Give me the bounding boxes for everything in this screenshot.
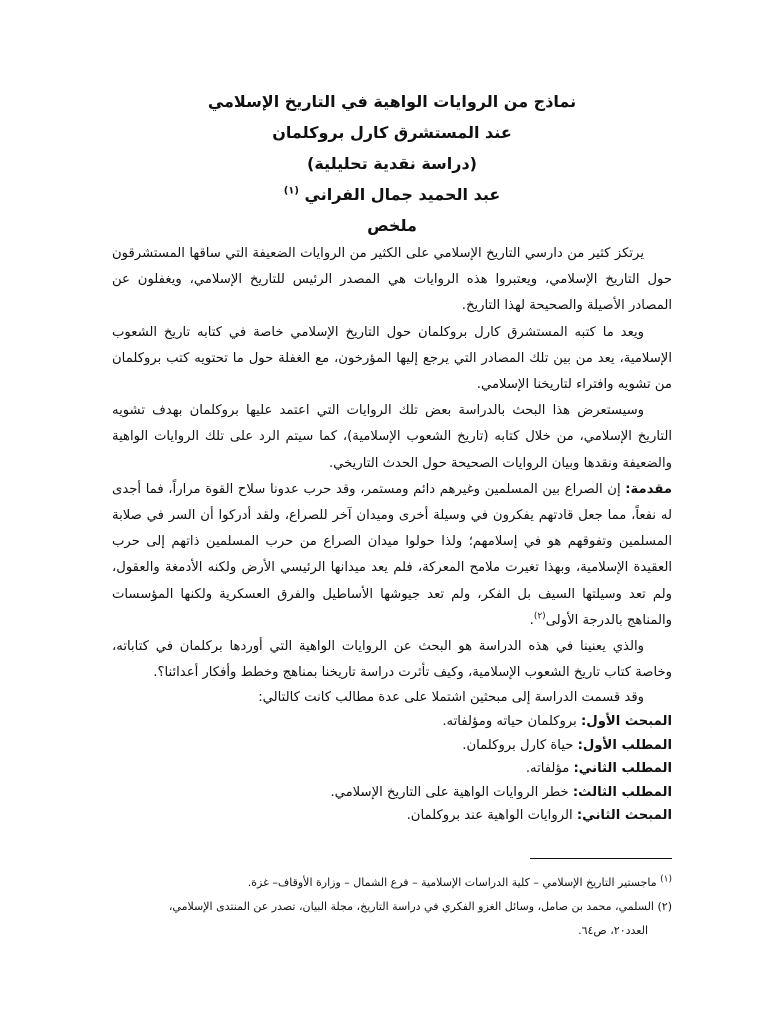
intro-label: مقدمة: [625,481,672,497]
outline-item-1-text: بروكلمان حياته ومؤلفاته. [442,714,581,730]
footnote-2-continuation: العدد٢٠، ص٦٤. [578,924,648,937]
abstract-paragraph-3: وسيستعرض هذا البحث بالدراسة بعض تلك الروايات التي اعتمد عليها بروكلمان بهدف تشويه التاريخ الإسلامي، من خلال كتابه (تاريخ الشعوب الإسلامية)، كما سيتم الرد على تلك الروايات الواهية والضعيفة ونقدها وبيان الروايات الصحيحة حول الحدث التاريخي. [112,403,672,471]
intro-text-1: إن الصراع بين المسلمين وغيرهم دائم ومستمر، وقد حرب عدونا سلاح القوة مراراً، فما أجدى له نفعاً، مما جعل قادتهم يفكرون في وسيلة أخرى وميدان آخر للصراع، ولقد أدركوا أن السر في صلابة المسلمين وتفوقهم هو في إسلامهم؛ ولذا حولوا ميدان الصراع من حرب المسلمين ذاتهم إلى حرب العقيدة الإسلامية، وبهذا تغيرت ملامح المعركة، فلم يعد ميدانها الرئيسي الأرض ولكنه الأدمغة والعقول، ولم تعد وسيلتها السيف بل الفكر، ولم تعد جيوشها الأساطيل والفرق العسكرية ولكنها المؤسسات والمناهج بالدرجة الأولى [112,481,672,628]
outline-item-4-text: خطر الروايات الواهية على التاريخ الإسلامي. [330,784,573,800]
outline-item-5-text: الروايات الواهية عند بروكلمان. [406,808,577,824]
outline-item-5 [112,804,672,828]
outline-item-4-label: المطلب الثالث: [572,784,672,800]
title-line-3: (دراسة نقدية تحليلية) [307,154,477,173]
outline-item-3-text: مؤلفاته. [525,761,574,777]
footnote-2-text: السلمي، محمد بن صامل، وسائل الغزو الفكري في دراسة التاريخ، مجلة البيان، تصدر عن المنتدى الإسلامي، [168,900,658,913]
intro-footnote-ref[interactable]: (٢) [533,611,546,622]
intro-paragraph-3: وقد قسمت الدراسة إلى مبحثين اشتملا على عدة مطالب كانت كالتالي: [258,690,644,706]
outline-item-3-label: المطلب الثاني: [573,761,672,777]
footnote-divider [530,858,672,859]
footnote-1-text: ماجستير التاريخ الإسلامي – كلية الدراسات الإسلامية – فرع الشمال – وزارة الأوقاف– غزة. [247,876,661,889]
footnote-2 [112,895,672,919]
intro-paragraph-2: والذي يعنينا في هذه الدراسة هو البحث عن الروايات الواهية التي أوردها بركلمان في كتاباته، وخاصة كتاب تاريخ الشعوب الإسلامية، وكيف تأثرت دراسة تاريخنا بمناهج وخطط وأفكار أعدائنا؟. [112,639,672,681]
outline-item-5-label: المبحث الثاني: [576,808,672,824]
abstract-paragraph-1: يرتكز كثير من دارسي التاريخ الإسلامي على الكثير من الروايات الضعيفة التي ساقها المستشرقون حول التاريخ الإسلامي، ويعتبروا هذه الروايات هي المصدر الرئيس للتاريخ الإسلامي، ويغفلون عن المصادر الأصيلة والصحيحة لهذا التاريخ. [112,246,672,314]
footnote-1-ref: (١) [660,874,672,885]
outline-item-2-label: المطلب الأول: [577,737,672,753]
outline-item-3 [112,757,672,781]
author-line [112,179,672,210]
outline-list [112,710,672,828]
author-footnote-ref[interactable]: (١) [283,185,299,197]
author-name: عبد الحميد جمال الفراني [304,185,501,204]
title-line-2: عند المستشرق كارل بروكلمان [272,123,512,142]
footnotes [112,858,672,943]
outline-item-2 [112,734,672,758]
footnote-2-ref: (٢) [657,900,672,913]
intro-text-1-end: . [529,612,534,628]
title-line-1: نماذج من الروايات الواهية في التاريخ الإسلامي [207,92,577,111]
outline-item-1-label: المبحث الأول: [580,714,672,730]
intro-paragraph-1 [112,477,672,634]
document-body [112,86,672,828]
abstract-heading: ملخص [367,216,417,235]
outline-item-2-text: حياة كارل بروكلمان. [462,737,578,753]
outline-item-1 [112,710,672,734]
abstract-paragraph-2: ويعد ما كتبه المستشرق كارل بروكلمان حول التاريخ الإسلامي خاصة في كتابه تاريخ الشعوب الإسلامية، يعد من بين تلك المصادر التي يرجع إليها المؤرخون، مع الغفلة حول ما تحتويه كتب بروكلمان من تشويه وافتراء لتاريخنا الإسلامي. [112,324,672,393]
outline-item-4 [112,781,672,805]
footnote-1 [112,871,672,895]
